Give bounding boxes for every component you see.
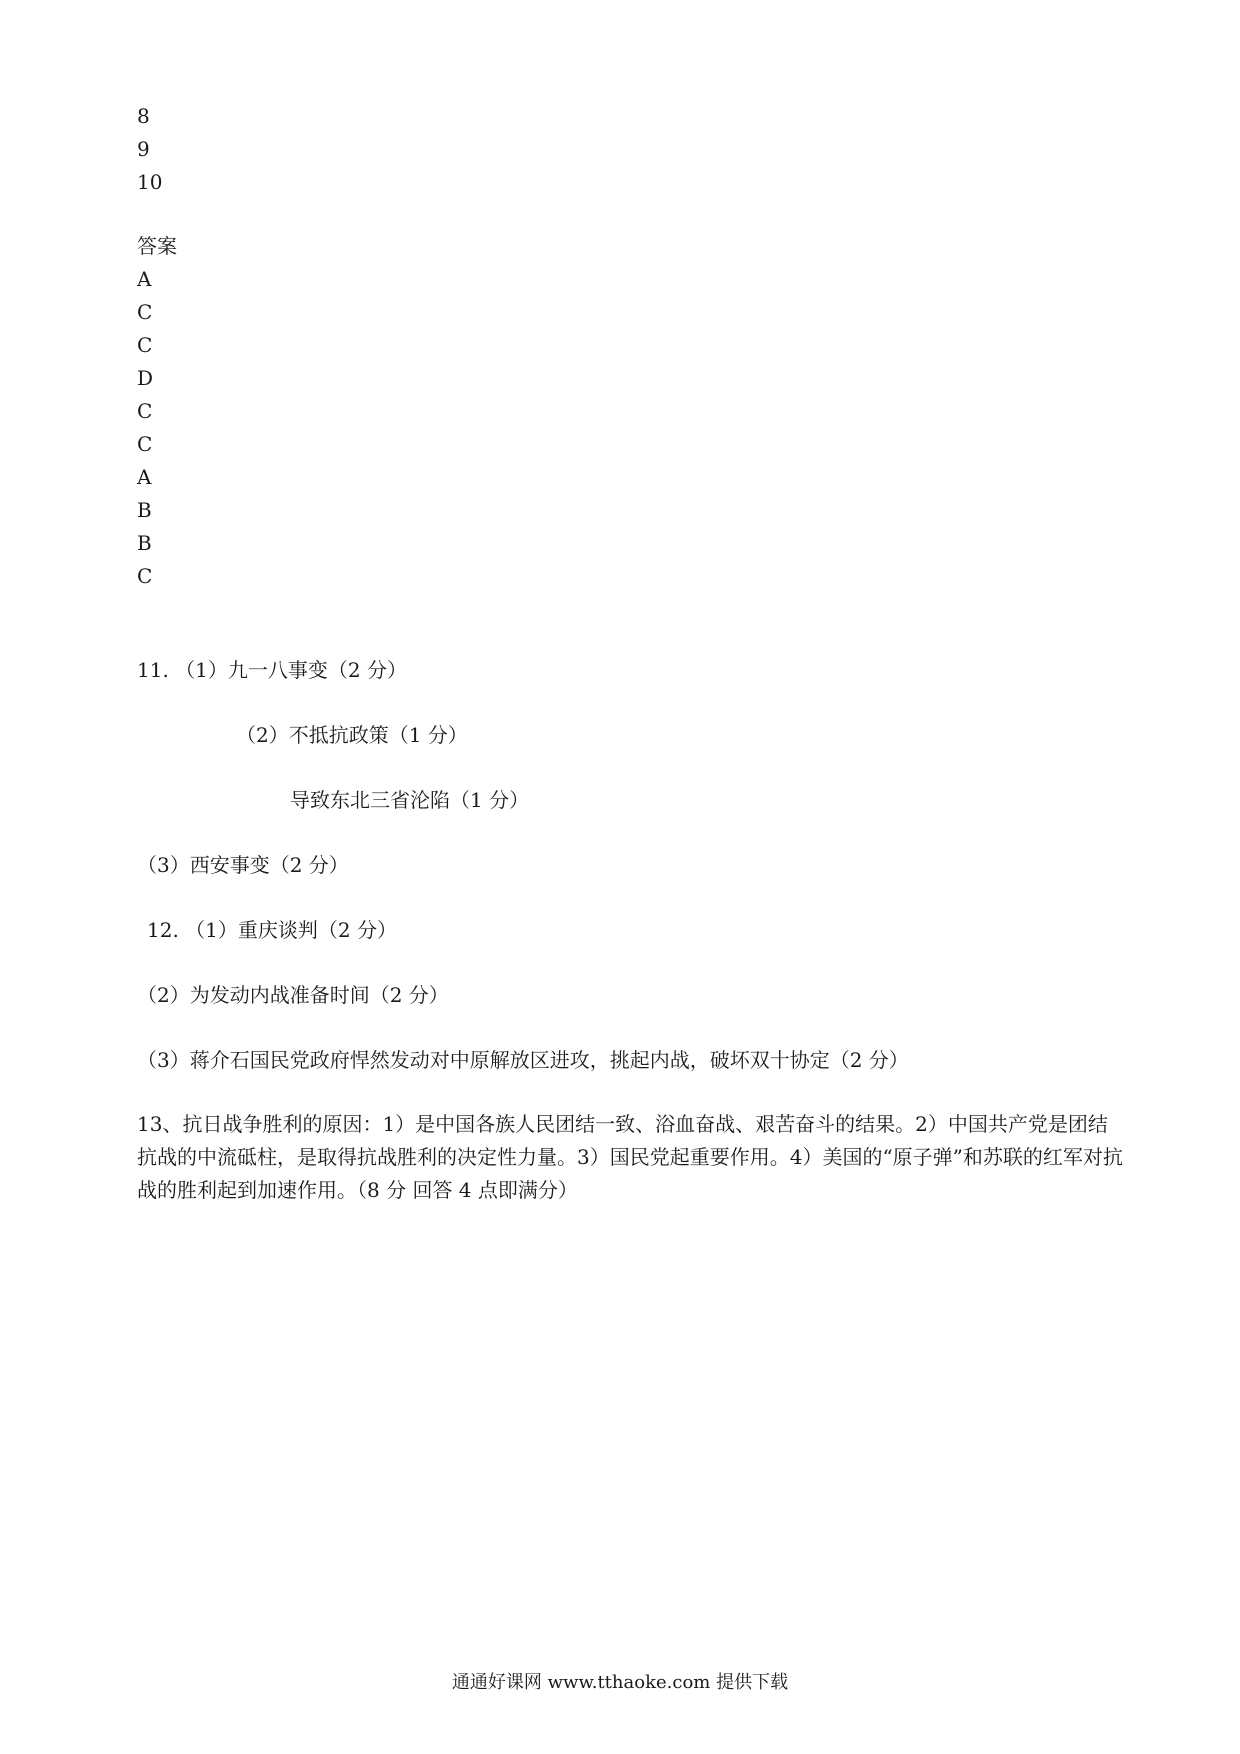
question-number: 8 bbox=[137, 104, 150, 128]
page-footer: 通通好课网 www.tthaoke.com 提供下载 bbox=[451, 1672, 789, 1693]
answer-item: A bbox=[137, 465, 152, 489]
answer-item: C bbox=[137, 399, 153, 423]
answer-item: C bbox=[137, 432, 153, 456]
answer-item: C bbox=[137, 333, 153, 357]
answer-item: A bbox=[137, 267, 152, 291]
answer-item: D bbox=[137, 366, 154, 390]
q11-part1: 11. （1）九一八事变（2 分） bbox=[137, 658, 407, 682]
answer-item: C bbox=[137, 564, 153, 588]
question-number: 9 bbox=[137, 137, 150, 161]
q12-part1: 12. （1）重庆谈判（2 分） bbox=[147, 918, 397, 942]
answer-heading: 答案 bbox=[137, 234, 177, 258]
question-number: 10 bbox=[137, 170, 163, 194]
answer-item: C bbox=[137, 300, 153, 324]
q11-part3: （3）西安事变（2 分） bbox=[137, 853, 349, 877]
q13-paragraph: 13、抗日战争胜利的原因：1）是中国各族人民团结一致、浴血奋战、艰苦奋斗的结果。2）中国共产党是团结抗战的中流砥柱，是取得抗战胜利的决定性力量。3）国民党起重要作用。4）美国的“原子弹”和苏联的红军对抗战的胜利起到加速作用。（8 分 回答 4 点即满分） bbox=[137, 1112, 1123, 1202]
q12-part2: （2）为发动内战准备时间（2 分） bbox=[137, 983, 449, 1007]
answer-item: B bbox=[137, 498, 152, 522]
q11-part2a: （2）不抵抗政策（1 分） bbox=[236, 723, 468, 747]
q11-part2b: 导致东北三省沦陷（1 分） bbox=[290, 788, 530, 812]
q12-part3: （3）蒋介石国民党政府悍然发动对中原解放区进攻，挑起内战，破坏双十协定（2 分） bbox=[137, 1048, 909, 1072]
answer-item: B bbox=[137, 531, 152, 555]
